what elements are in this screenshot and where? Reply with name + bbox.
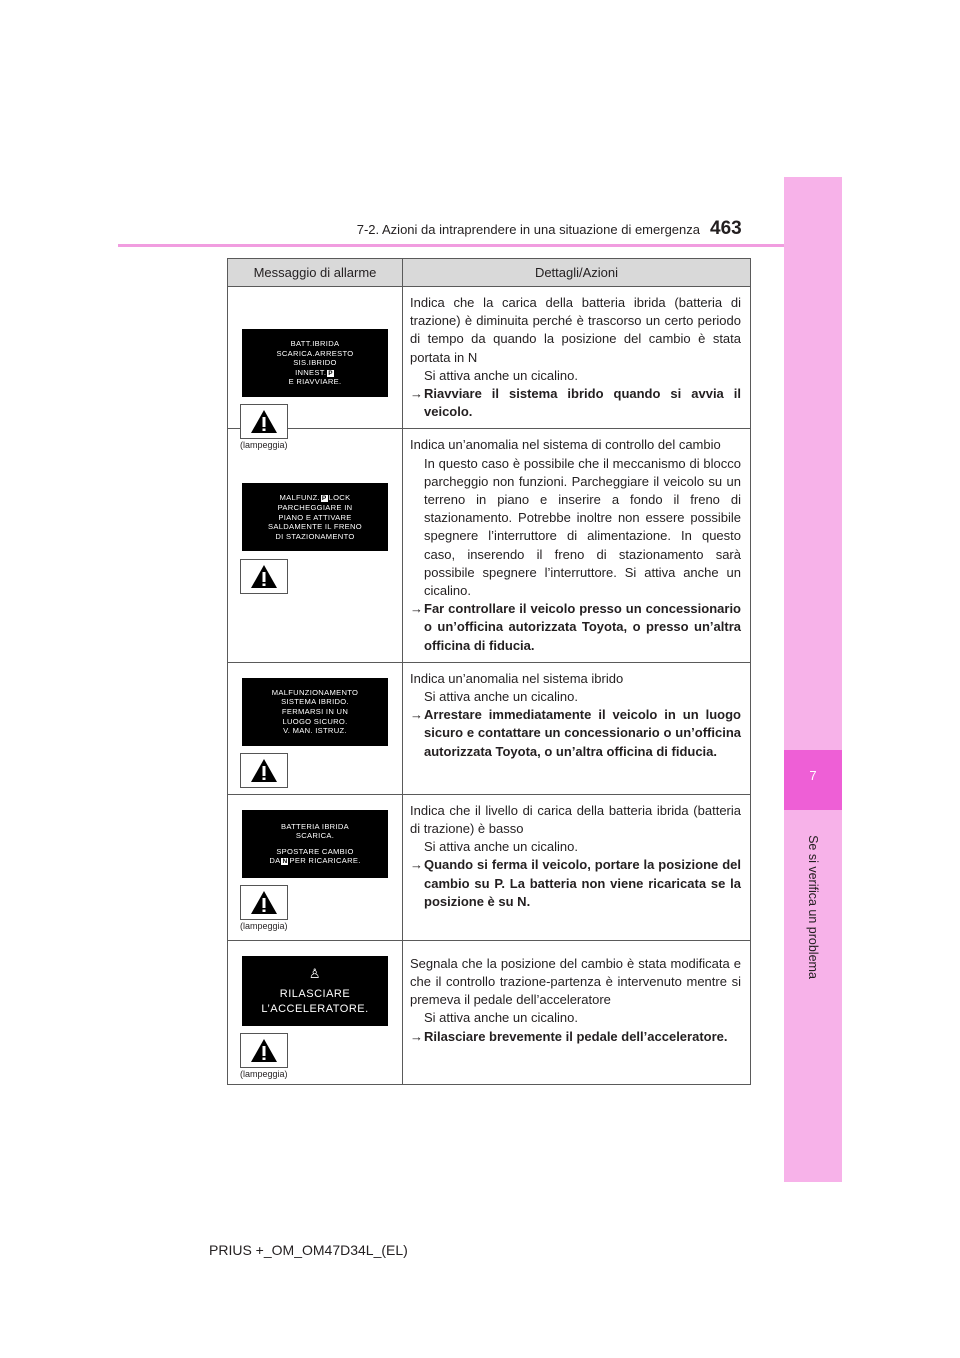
message-image-cell — [228, 794, 403, 940]
message-details-cell: Indica che il livello di carica della batteria ibrida (batteria di trazione) è basso Si attiva anche un cicalino. → Quando si ferma il veicolo, portare la posizione del cambio su P. La batteria non viene ricaricata se la posizione è su N. — [403, 794, 751, 940]
display-screen: ♙ RILASCIARE L’ACCELERATORE. — [242, 956, 388, 1026]
message-details-cell: Segnala che la posizione del cambio è stata modificata e che il controllo trazione-partenza è intervenuto mentre si premeva il pedale dell’acceleratore Si attiva anche un cicalino. → Rilasciare brevemente il pedale dell’acceleratore. — [403, 940, 751, 1084]
shift-position-badge: N — [282, 858, 288, 866]
arrow-icon: → — [410, 386, 423, 402]
warning-triangle-icon — [240, 885, 288, 920]
message-details-cell: Indica un’anomalia nel sistema di controllo del cambio In questo caso è possibile che il meccanismo di blocco parcheggio non funzioni. Parcheggiare il veicolo su un terreno in piano e inserire a fondo il freno di stazionamento. Potrebbe inoltre non essere possibile spegnere l’interruttore di alimentazione. In questo caso, inserendo il freno di stazionamento sarà possibile spegnere l’interruttore. Si attiva anche un cicalino. → Far controllare il veicolo presso un concessionario o un’officina autorizzata Toyota, o presso un’altra officina di fiducia. — [403, 429, 751, 662]
display-screen: MALFUNZ. P LOCK PARCHEGGIARE IN PIANO E ATTIVARE SALDAMENTE IL FRENO DI STAZIONAMENTO — [242, 483, 388, 551]
display-screen: BATT.IBRIDA SCARICA.ARRESTO SIS.IBRIDO INNEST. P E RIAVVIARE. — [242, 329, 388, 397]
column-header-details: Dettagli/Azioni — [403, 259, 751, 287]
warning-messages-table — [227, 258, 751, 1085]
shift-position-badge: P — [328, 369, 333, 377]
display-screen: BATTERIA IBRIDA SCARICA. SPOSTARE CAMBIO DA N PER RICARICARE. — [242, 810, 388, 878]
table-row — [228, 662, 751, 794]
arrow-icon: → — [410, 1028, 423, 1044]
document-code: PRIUS +_OM_OM47D34L_(EL) — [209, 1242, 408, 1258]
arrow-icon: → — [410, 601, 423, 617]
message-image-cell — [228, 287, 403, 450]
column-header-message: Messaggio di allarme — [228, 259, 403, 287]
message-image-cell — [228, 940, 403, 1084]
message-details-cell: Indica un’anomalia nel sistema ibrido Si attiva anche un cicalino. → Arrestare immediatamente il veicolo in un luogo sicuro e contattare un concessionario o un’officina autorizzata Toyota, o un’altra officina di fiducia. — [403, 662, 751, 794]
message-image-cell — [228, 662, 403, 794]
chapter-side-tab — [784, 177, 842, 1182]
chapter-label: Se si verifica un problema — [806, 835, 820, 979]
message-details-cell: Indica che la carica della batteria ibrida (batteria di trazione) è diminuita perché è trascorso un certo periodo di tempo da quando la posizione del cambio è stata portata in N Si attiva anche un cicalino. → Riavviare il sistema ibrido quando si avvia il veicolo. — [403, 287, 751, 429]
table-row — [228, 794, 751, 940]
section-title: 7-2. Azioni da intraprendere in una situazione di emergenza — [356, 222, 700, 237]
flashing-note: (lampeggia) — [240, 920, 288, 931]
shift-position-badge: P — [321, 495, 327, 503]
display-screen: MALFUNZIONAMENTO SISTEMA IBRIDO. FERMARSI IN UN LUOGO SICURO. V. MAN. ISTRUZ. — [242, 678, 388, 746]
warning-triangle-icon — [240, 753, 288, 788]
message-image-cell — [228, 429, 403, 662]
arrow-icon: → — [410, 707, 423, 723]
flashing-note: (lampeggia) — [240, 1068, 288, 1079]
warning-triangle-icon — [240, 1033, 288, 1068]
table-row — [228, 287, 751, 429]
header-divider — [118, 244, 784, 247]
warning-triangle-icon — [240, 559, 288, 594]
flashing-note: (lampeggia) — [240, 440, 288, 450]
page-number: 463 — [710, 218, 742, 239]
seat-icon: ♙ — [308, 965, 322, 981]
table-row — [228, 429, 751, 662]
chapter-number: 7 — [809, 768, 817, 783]
table-row — [228, 940, 751, 1084]
arrow-icon: → — [410, 857, 423, 873]
